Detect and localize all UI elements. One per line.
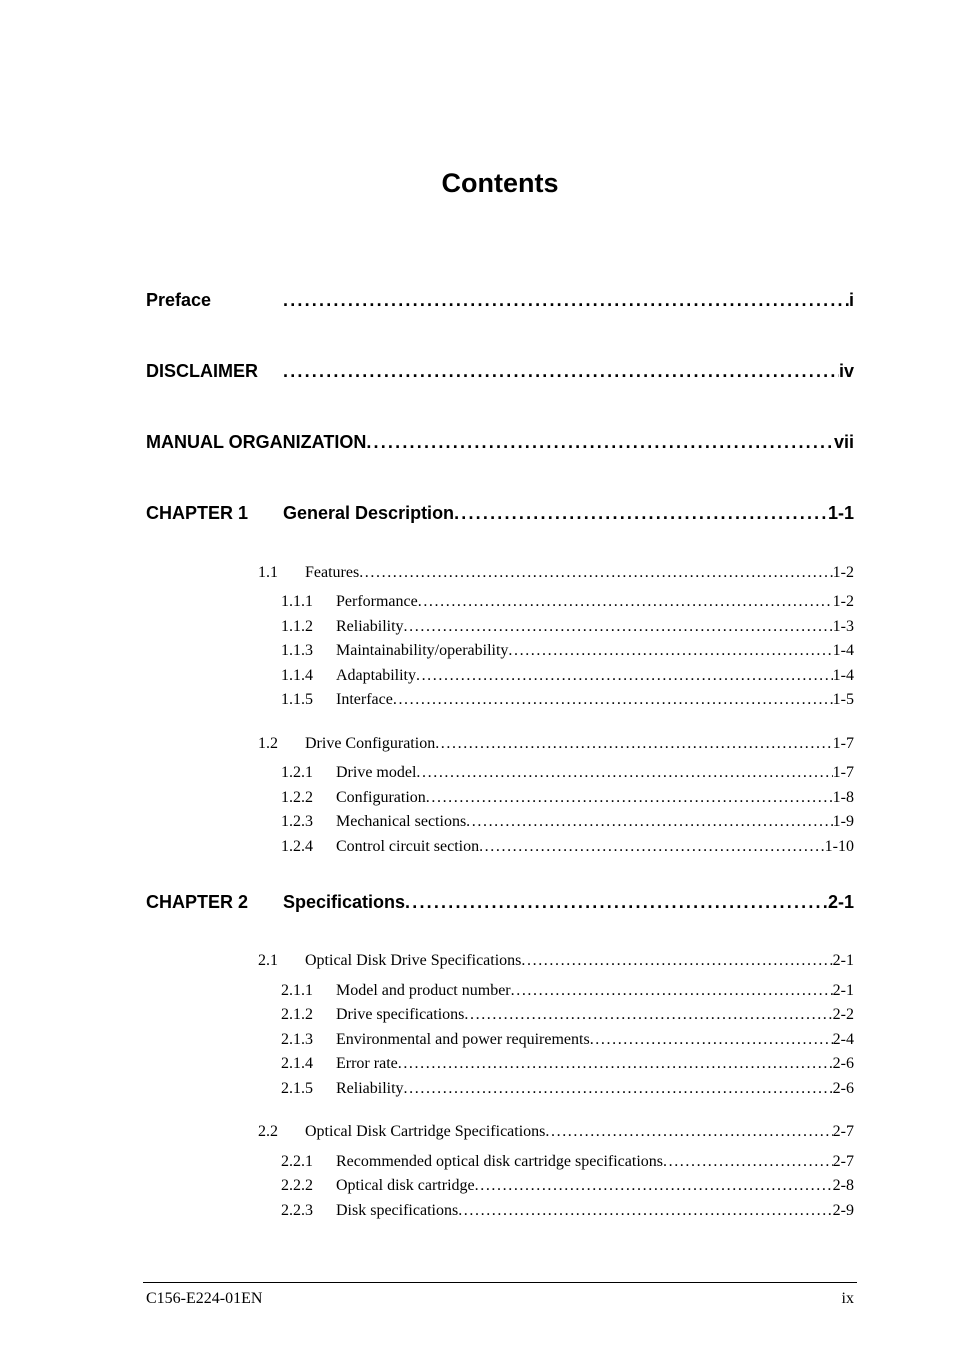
footer-rule: [143, 1282, 857, 1283]
toc-entry-manual-organization[interactable]: [146, 432, 854, 456]
subsection-title: Error rate: [336, 1055, 398, 1072]
toc-section-2-1[interactable]: [258, 952, 854, 972]
page-title: Contents: [441, 168, 559, 198]
section-page: 1-7: [832, 735, 854, 752]
subsection-number: 2.2.3: [281, 1202, 313, 1219]
chapter-title: General Description: [283, 503, 455, 523]
chapter-title: Specifications: [283, 892, 406, 912]
toc-chapter-1[interactable]: [146, 503, 854, 527]
subsection-title: Drive specifications: [336, 1006, 465, 1023]
dot-leader: [479, 838, 825, 856]
subsection-number: 1.1.2: [281, 618, 313, 635]
subsection-number: 2.1.4: [281, 1055, 313, 1072]
subsection-page: 1-5: [832, 691, 854, 708]
dot-leader: [464, 1006, 832, 1024]
subsection-title: Reliability: [336, 1080, 404, 1097]
subsection-page: 2-1: [832, 982, 854, 999]
subsection-page: 2-4: [832, 1031, 854, 1048]
subsection-number: 2.2.1: [281, 1153, 313, 1170]
toc-subsection-1-1-3[interactable]: [281, 642, 854, 662]
toc-subsection-2-1-4[interactable]: [281, 1055, 854, 1075]
toc-subsection-1-1-1[interactable]: [281, 593, 854, 613]
toc-section-2-2[interactable]: [258, 1123, 854, 1143]
toc-subsection-1-1-2[interactable]: [281, 618, 854, 638]
dot-leader: [398, 1055, 833, 1073]
chapter-page: 1-1: [827, 503, 854, 523]
footer-doc-code: C156-E224-01EN: [146, 1290, 263, 1307]
toc-entry-page: i: [848, 290, 854, 310]
dot-leader: [508, 642, 832, 660]
footer-page-number: ix: [841, 1290, 854, 1307]
subsection-title: Drive model: [336, 764, 417, 781]
toc-subsection-1-2-1[interactable]: [281, 764, 854, 784]
subsection-number: 2.1.2: [281, 1006, 313, 1023]
subsection-number: 1.2.1: [281, 764, 313, 781]
toc-subsection-1-1-5[interactable]: [281, 691, 854, 711]
toc-entry-page: vii: [833, 432, 854, 452]
subsection-title: Optical disk cartridge: [336, 1177, 475, 1194]
toc-entry-label: MANUAL ORGANIZATION: [146, 432, 367, 452]
section-number: 2.2: [258, 1123, 278, 1140]
subsection-number: 1.2.2: [281, 789, 313, 806]
chapter-number: CHAPTER 2: [146, 892, 249, 912]
toc-subsection-2-2-2[interactable]: [281, 1177, 854, 1197]
subsection-number: 1.1.1: [281, 593, 313, 610]
subsection-title: Maintainability/operability: [336, 642, 509, 659]
subsection-title: Model and product number: [336, 982, 511, 999]
subsection-number: 1.1.3: [281, 642, 313, 659]
subsection-page: 1-8: [832, 789, 854, 806]
subsection-number: 2.1.3: [281, 1031, 313, 1048]
subsection-page: 2-6: [832, 1055, 854, 1072]
toc-entry-page: iv: [838, 361, 854, 381]
dot-leader: [405, 892, 828, 913]
subsection-title: Adaptability: [336, 667, 416, 684]
subsection-number: 1.2.3: [281, 813, 313, 830]
subsection-page: 1-2: [832, 593, 854, 610]
section-page: 2-7: [832, 1123, 854, 1140]
dot-leader: [416, 764, 832, 782]
subsection-page: 1-3: [832, 618, 854, 635]
toc-entry-label: Preface: [146, 290, 212, 310]
dot-leader: [404, 618, 833, 636]
section-title: Drive Configuration: [305, 735, 436, 752]
toc-subsection-2-2-3[interactable]: [281, 1202, 854, 1222]
subsection-title: Recommended optical disk cartridge specifications: [336, 1153, 663, 1170]
subsection-page: 2-8: [832, 1177, 854, 1194]
dot-leader: [426, 789, 833, 807]
subsection-title: Interface: [336, 691, 393, 708]
toc-subsection-2-2-1[interactable]: [281, 1153, 854, 1173]
dot-leader: [521, 952, 832, 970]
toc-subsection-2-1-1[interactable]: [281, 982, 854, 1002]
section-title: Optical Disk Cartridge Specifications: [305, 1123, 546, 1140]
section-title: Optical Disk Drive Specifications: [305, 952, 522, 969]
dot-leader: [466, 813, 833, 831]
toc-entry-label: DISCLAIMER: [146, 361, 258, 381]
toc-subsection-2-1-2[interactable]: [281, 1006, 854, 1026]
dot-leader: [663, 1153, 833, 1171]
toc-subsection-1-2-4[interactable]: [281, 838, 854, 858]
dot-leader: [435, 735, 832, 753]
toc-entry-disclaimer[interactable]: [146, 361, 854, 385]
toc-chapter-2[interactable]: [146, 892, 854, 916]
toc-section-1-1[interactable]: [258, 564, 854, 584]
toc-subsection-2-1-3[interactable]: [281, 1031, 854, 1051]
subsection-page: 1-7: [832, 764, 854, 781]
dot-leader: [454, 503, 828, 524]
subsection-page: 2-2: [832, 1006, 854, 1023]
subsection-page: 2-6: [832, 1080, 854, 1097]
subsection-title: Configuration: [336, 789, 426, 806]
subsection-page: 1-4: [832, 667, 854, 684]
dot-leader: [418, 593, 833, 611]
section-title: Features: [305, 564, 360, 581]
dot-leader: [359, 564, 832, 582]
section-number: 1.2: [258, 735, 278, 752]
dot-leader: [283, 290, 849, 311]
subsection-title: Performance: [336, 593, 418, 610]
subsection-page: 2-7: [832, 1153, 854, 1170]
subsection-number: 1.1.5: [281, 691, 313, 708]
subsection-page: 1-9: [832, 813, 854, 830]
subsection-number: 1.1.4: [281, 667, 313, 684]
dot-leader: [545, 1123, 832, 1141]
toc-section-1-2[interactable]: [258, 735, 854, 755]
subsection-number: 2.1.1: [281, 982, 313, 999]
dot-leader: [511, 982, 833, 1000]
section-page: 1-2: [832, 564, 854, 581]
subsection-page: 1-10: [824, 838, 854, 855]
toc-subsection-1-2-3[interactable]: [281, 813, 854, 833]
chapter-number: CHAPTER 1: [146, 503, 249, 523]
subsection-title: Environmental and power requirements: [336, 1031, 590, 1048]
dot-leader: [283, 361, 839, 382]
dot-leader: [416, 667, 833, 685]
subsection-title: Disk specifications: [336, 1202, 459, 1219]
subsection-title: Control circuit section: [336, 838, 480, 855]
dot-leader: [475, 1177, 833, 1195]
toc-entry-preface[interactable]: [146, 290, 854, 314]
chapter-page: 2-1: [827, 892, 854, 912]
subsection-title: Reliability: [336, 618, 404, 635]
dot-leader: [458, 1202, 832, 1220]
subsection-page: 1-4: [832, 642, 854, 659]
subsection-number: 1.2.4: [281, 838, 313, 855]
dot-leader: [404, 1080, 833, 1098]
section-page: 2-1: [832, 952, 854, 969]
section-number: 2.1: [258, 952, 278, 969]
dot-leader: [590, 1031, 833, 1049]
subsection-number: 2.2.2: [281, 1177, 313, 1194]
section-number: 1.1: [258, 564, 278, 581]
subsection-number: 2.1.5: [281, 1080, 313, 1097]
subsection-title: Mechanical sections: [336, 813, 467, 830]
toc-subsection-2-1-5[interactable]: [281, 1080, 854, 1100]
subsection-page: 2-9: [832, 1202, 854, 1219]
toc-subsection-1-2-2[interactable]: [281, 789, 854, 809]
dot-leader: [393, 691, 833, 709]
toc-subsection-1-1-4[interactable]: [281, 667, 854, 687]
dot-leader: [366, 432, 834, 453]
